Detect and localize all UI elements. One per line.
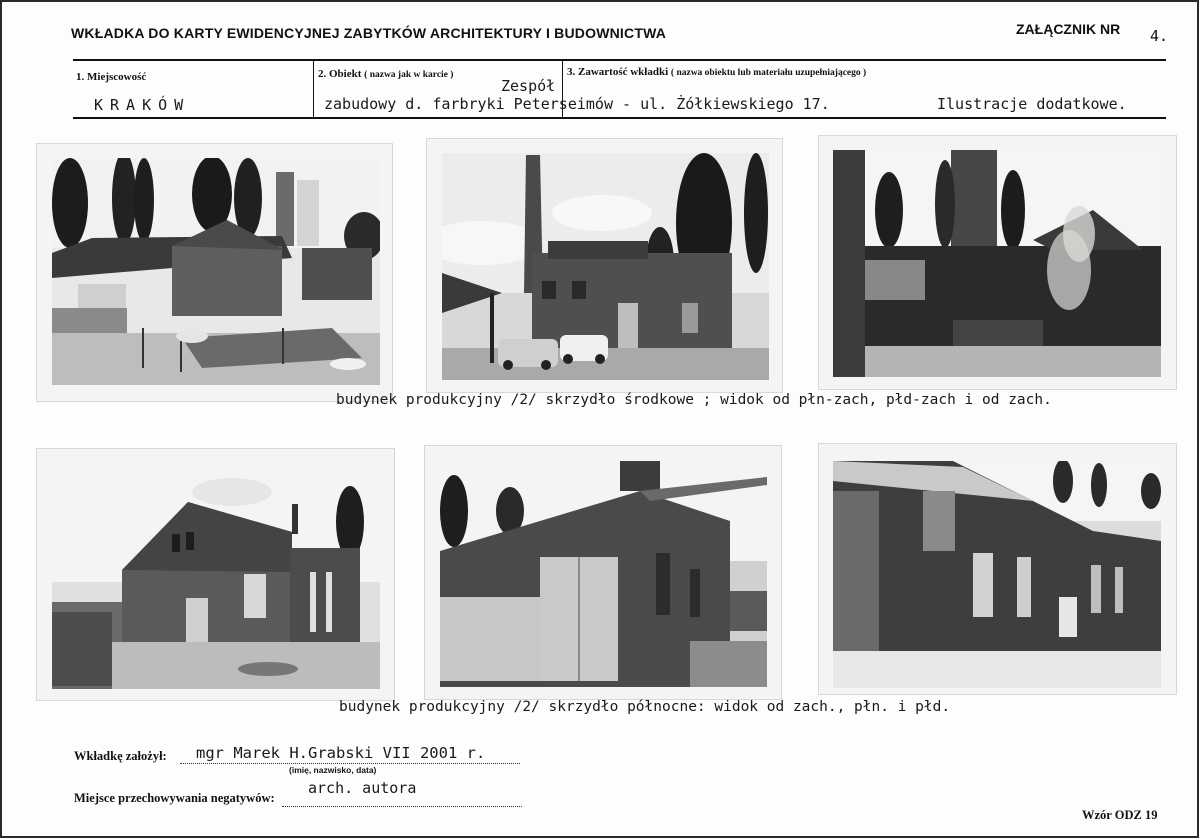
locality-value: KRAKÓW [94,96,191,114]
photo-6-image [833,461,1161,688]
photo-3-image [833,150,1161,377]
photo-1-image [52,158,380,385]
negatives-value: arch. autora [308,779,417,797]
founder-sub: (imię, nazwisko, data) [289,765,377,775]
annex-number: 4. [1150,27,1169,45]
object-value-line2: zabudowy d. farbryki Peterseimów - ul. Żółkiewskiego 17. [324,95,830,113]
content-value: Ilustracje dodatkowe. [937,95,1127,113]
content-label [567,66,866,78]
caption-row-2: budynek produkcyjny /2/ skrzydło północne: widok od zach., płn. i płd. [339,699,951,715]
photo-5-image [440,461,767,687]
photo-1 [37,144,392,401]
photo-5 [425,446,781,699]
object-label [318,68,453,80]
founder-label: Wkładkę założył: [74,749,167,763]
form-code: Wzór ODZ 19 [1082,808,1158,822]
founder-value: mgr Marek H.Grabski VII 2001 r. [196,744,486,762]
locality-label: 1. Miejscowość [76,71,147,83]
photo-4-image [52,462,380,689]
negatives-label: Miejsce przechowywania negatywów: [74,791,275,805]
table-bottom-rule [73,117,1166,119]
founder-dotted-line [180,763,520,764]
negatives-dotted-line [282,806,522,807]
content-label-sub: ( nazwa obiektu lub materiału uzupełniającego ) [670,68,867,78]
caption-row-1: budynek produkcyjny /2/ skrzydło środkowe ; widok od płn-zach, płd-zach i od zach. [336,392,1052,408]
photo-3 [819,136,1176,389]
annex-label: ZAŁĄCZNIK NR [1016,21,1121,37]
form-title: WKŁADKA DO KARTY EWIDENCYJNEJ ZABYTKÓW ARCHITEKTURY I BUDOWNICTWA [71,25,667,41]
photo-2-image [442,153,769,380]
object-label-sub: ( nazwa jak w karcie ) [364,70,454,80]
object-label-text: 2. Obiekt [318,68,362,80]
table-top-rule [73,59,1166,61]
content-label-text: 3. Zawartość wkładki [567,66,669,78]
photo-2 [427,139,782,392]
photo-6 [819,444,1176,694]
photo-4 [37,449,394,700]
object-value-line1: Zespół [501,77,556,95]
table-divider-1 [313,61,314,117]
